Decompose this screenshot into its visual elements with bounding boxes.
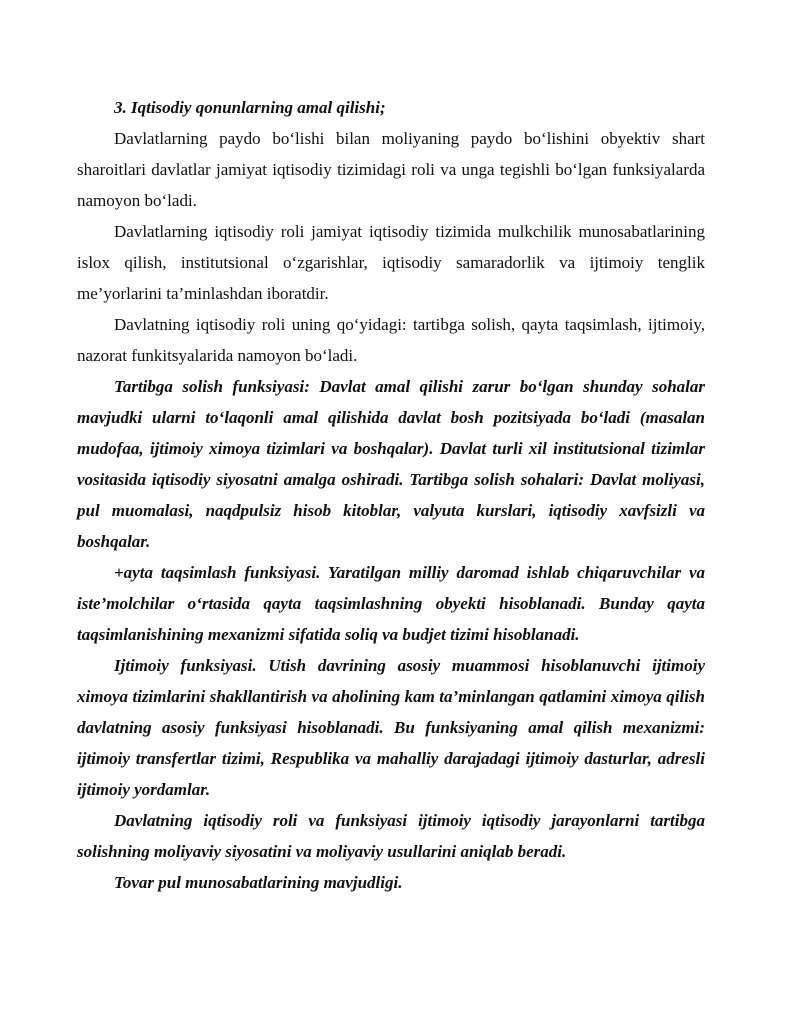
paragraph-commodity-money-relations: Tovar pul munosabatlarining mavjudligi. bbox=[114, 873, 403, 892]
section-heading: 3. Iqtisodiy qonunlarning amal qilishi; bbox=[114, 98, 386, 117]
paragraph-redistribution-function: +ayta taqsimlash funksiyasi. Yaratilgan milliy daromad ishlab chiqaruvchilar va iste’molchilar o‘rtasida qayta taqsimlashning obyekti hisoblanadi. Bunday qayta taqsimlanishining mexanizmi sifatida soliq va budjet tizimi hisoblanadi. bbox=[77, 563, 705, 644]
paragraph-economic-role: Davlatlarning iqtisodiy roli jamiyat iqtisodiy tizimida mulkchilik munosabatlarining islox qilish, institutsional o‘zgarishlar, iqtisodiy samaradorlik va ijtimoiy tenglik me’yorlarini ta’minlashdan iboratdir. bbox=[77, 222, 705, 303]
paragraph-financial-policy: Davlatning iqtisodiy roli va funksiyasi ijtimoiy iqtisodiy jarayonlarni tartibga solishning moliyaviy siyosatini va moliyaviy usullarini aniqlab beradi. bbox=[77, 811, 705, 861]
paragraph-social-function: Ijtimoiy funksiyasi. Utish davrining asosiy muammosi hisoblanuvchi ijtimoiy ximoya tizimlarini shakllantirish va aholining kam ta’minlangan qatlamini ximoya qilish davlatning asosiy funksiyasi hisoblanadi. Bu funksiyaning amal qilish mexanizmi: ijtimoiy transfertlar tizimi, Respublika va mahalliy darajadagi ijtimoiy dasturlar, adresli ijtimoiy yordamlar. bbox=[77, 656, 705, 799]
paragraph-regulation-function: Tartibga solish funksiyasi: Davlat amal qilishi zarur bo‘lgan shunday sohalar mavjudki ularni to‘laqonli amal qilishida davlat bosh pozitsiyada bo‘ladi (masalan mudofaa, ijtimoiy ximoya tizimlari va boshqalar). Davlat turli xil institutsional tizimlar vositasida iqtisodiy siyosatni amalga oshiradi. Tartibga solish sohalari: Davlat moliyasi, pul muomalasi, naqdpulsiz hisob kitoblar, valyuta kurslari, iqtisodiy xavfsizli va boshqalar. bbox=[77, 377, 705, 551]
paragraph-functions-list: Davlatning iqtisodiy roli uning qo‘yidagi: tartibga solish, qayta taqsimlash, ijtimoiy, nazorat funkitsyalarida namoyon bo‘ladi. bbox=[77, 315, 705, 365]
paragraph-state-emergence: Davlatlarning paydo bo‘lishi bilan moliyaning paydo bo‘lishini obyektiv shart sharoitlari davlatlar jamiyat iqtisodiy tizimidagi roli va unga tegishli bo‘lgan funksiyalarda namoyon bo‘ladi. bbox=[77, 129, 705, 210]
document-page bbox=[77, 92, 705, 898]
